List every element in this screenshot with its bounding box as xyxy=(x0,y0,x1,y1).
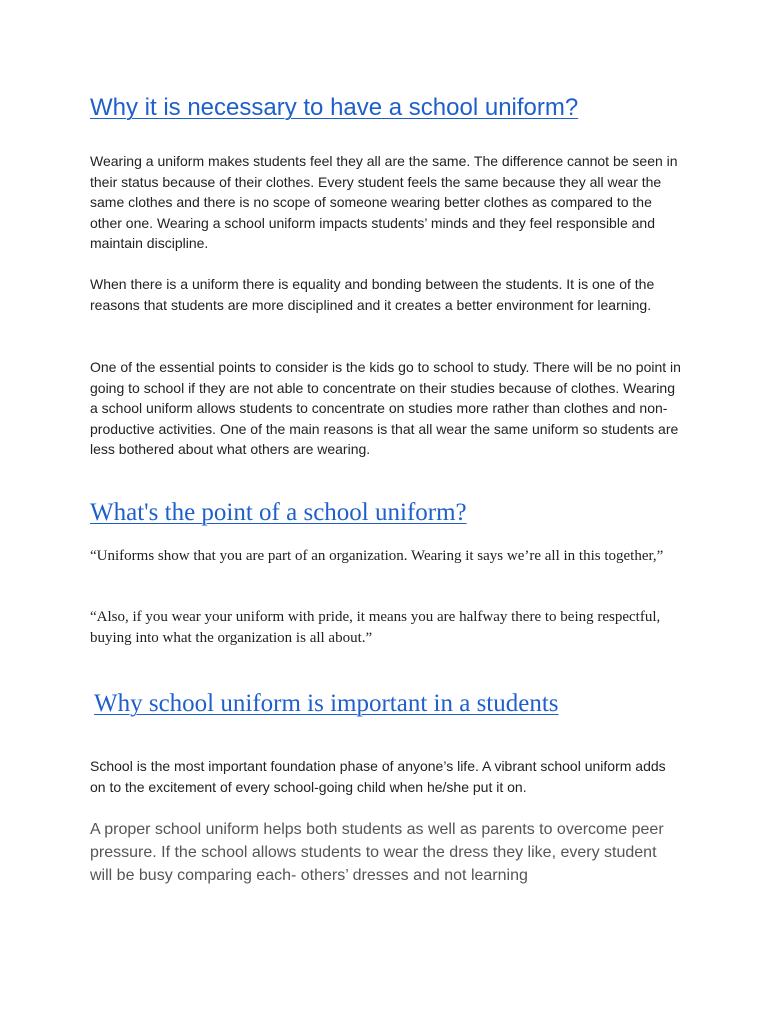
heading-point-of-uniform-link[interactable]: What's the point of a school uniform? xyxy=(90,499,467,526)
paragraph-uniform-concentration: One of the essential points to consider is the kids go to school to study. There will be no point in going to school if they are not able to concentrate on their studies because of clothes. Wearing a school uniform allows students to concentrate on studies more rather than clothes and non-productive activities. One of the main reasons is that all wear the same uniform so students are less bothered about what others are wearing. xyxy=(90,359,681,457)
paragraph-uniform-equality: When there is a uniform there is equality and bonding between the students. It is one of the reasons that students are more disciplined and it creates a better environment for learning. xyxy=(90,276,655,313)
paragraph-foundation-phase: School is the most important foundation phase of anyone’s life. A vibrant school uniform adds on to the excitement of every school-going child when he/she put it on. xyxy=(90,758,666,795)
heading-uniform-important-link[interactable]: Why school uniform is important in a students xyxy=(94,690,559,717)
paragraph-uniform-sameness: Wearing a uniform makes students feel they all are the same. The difference cannot be seen in their status because of their clothes. Every student feels the same because they all wear the same clothes and there is no scope of someone wearing better clothes as compared to the other one. Wearing a school uniform impacts students’ minds and they feel responsible and maintain discipline. xyxy=(90,153,678,251)
heading-why-necessary-link[interactable]: Why it is necessary to have a school uniform? xyxy=(90,94,579,121)
quote-pride: “Also, if you wear your uniform with pride, it means you are halfway there to being respectful, buying into what the organization is all about.” xyxy=(90,609,661,646)
paragraph-peer-pressure: A proper school uniform helps both students as well as parents to overcome peer pressure. If the school allows students to wear the dress they like, every student will be busy comparing each- others’ dresses and not learning xyxy=(90,821,664,884)
quote-organization: “Uniforms show that you are part of an organization. Wearing it says we’re all in this together,” xyxy=(90,548,664,564)
